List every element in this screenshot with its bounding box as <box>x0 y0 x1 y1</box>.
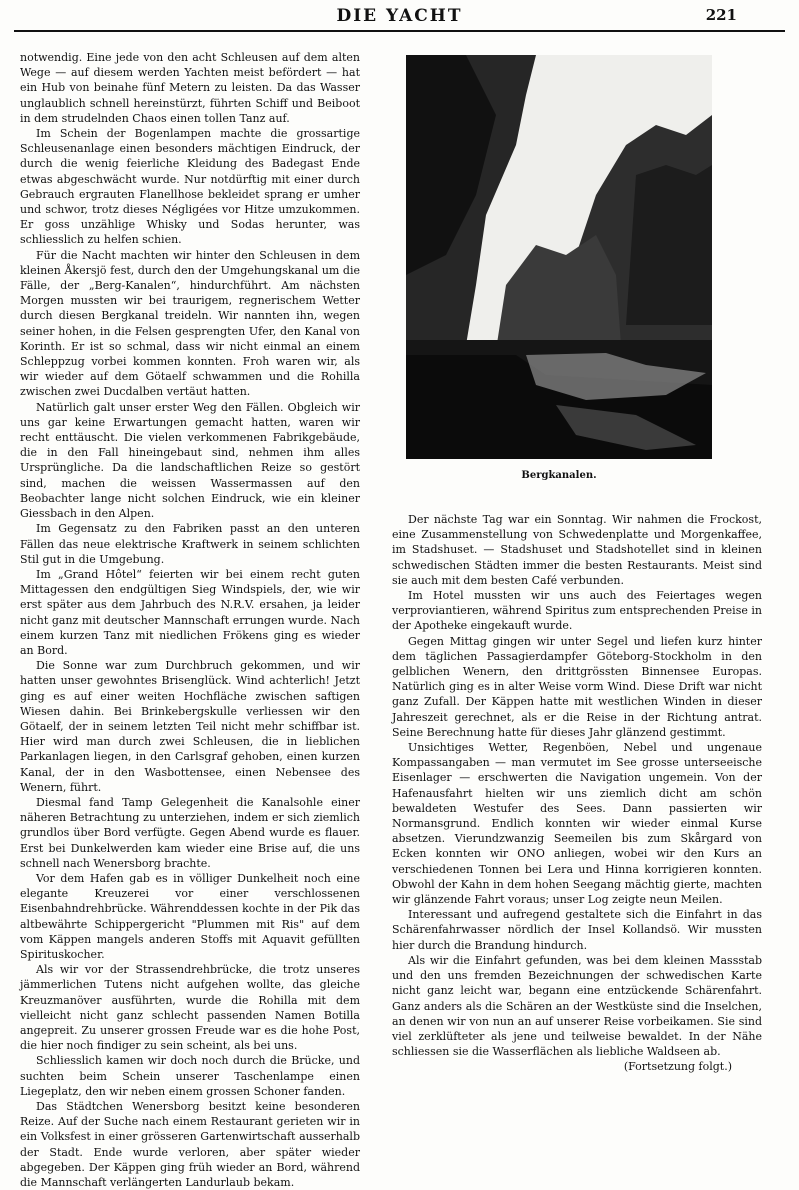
paragraph: Vor dem Hafen gab es in völliger Dunkelheit noch eine elegante Kreuzerei vor einer verschlossenen Eisenbahndrehbrücke. Währenddessen kochte in der Pik das altbewährte Schippergericht "Plummen mit Ris" auf dem vom Käppen mangels anderen Stoffs mit Aquavit gefüllten Spirituskocher. <box>20 871 360 961</box>
paragraph: Für die Nacht machten wir hinter den Schleusen in dem kleinen Åkersjö fest, durch den der Umgehungskanal um die Fälle, der „Berg-Kanalen“, hindurchführt. Am nächsten Morgen mussten wir bei traurigem, regnerischem Wetter durch diesen Bergkanal treideln. Wir nannten ihn, wegen seiner hohen, in die Felsen gesprengten Ufer, den Kanal von Korinth. Er ist so schmal, dass wir nicht einmal an einem Schleppzug vorbei kommen konnten. Froh waren wir, als wir wieder auf dem Götaelf schwammen und die Rohilla zwischen zwei Ducdalben vertäut hatten. <box>20 248 360 399</box>
left-column <box>20 50 360 1190</box>
paragraph: Natürlich galt unser erster Weg den Fällen. Obgleich wir uns gar keine Erwartungen gemacht hatten, waren wir recht enttäuscht. Die vielen verkommenen Fabrikgebäude, die in den Fall hineingebaut sind, nehmen ihm alles Ursprüngliche. Da die landschaftlichen Reize so gestört sind, machen die weissen Wassermassen auf den Beobachter lange nicht solchen Eindruck, wie ein kleiner Giessbach in den Alpen. <box>20 400 360 521</box>
paragraph: Im Gegensatz zu den Fabriken passt an den unteren Fällen das neue elektrische Kraftwerk in seinem schlichten Stil gut in die Umgebung. <box>20 522 360 566</box>
photo-illustration <box>406 55 712 459</box>
paragraph: Das Städtchen Wenersborg besitzt keine besonderen Reize. Auf der Suche nach einem Restaurant gerieten wir in ein Volksfest in einer grösseren Gartenwirtschaft ausserhalb der Stadt. Ende wurde verloren, aber später wieder abgegeben. Der Käppen ging früh wieder an Bord, während die Mannschaft verlängerten Landurlaub bekam. <box>20 1100 360 1190</box>
canal-photograph <box>406 55 712 459</box>
figure-caption: Bergkanalen. <box>521 470 597 481</box>
paragraph: Im Schein der Bogenlampen machte die grossartige Schleusenanlage einen besonders mächtigen Eindruck, der durch die wenig feierliche Kleidung des Badegast Ende etwas abgeschwächt wurde. Nur notdürftig mit einer durch Gebrauch ergrauten Flanellhose bekleidet sprang er umher und schwor, trotz dieses Négligées vor Hitze umzukommen. Er goss unzählige Whisky und Sodas herunter, was schliesslich zu helfen schien. <box>20 127 360 247</box>
paragraph: Unsichtiges Wetter, Regenböen, Nebel und ungenaue Kompassangaben — man vermutet im See grosse unterseeische Eisenlager — erschwerten die Navigation ungemein. Von der Hafenausfahrt hielten wir uns ziemlich dicht am schön bewaldeten Westufer des Sees. Dann passierten wir Normansgrund. Endlich konnten wir wieder einmal Kurse absetzen. Vierundzwanzig Seemeilen bis zum Skårgard von Ecken konnten wir ONO anliegen, wobei wir den Kurs an verschiedenen Tonnen bei Lera und Hinna korrigieren konnten. Obwohl der Kahn in dem hohen Seegang mächtig gierte, machten wir glänzende Fahrt voraus; unser Log zeigte neun Meilen. <box>392 741 762 907</box>
paragraph: Diesmal fand Tamp Gelegenheit die Kanalsohle einer näheren Betrachtung zu unterziehen, indem er sich ziemlich grundlos über Bord verfügte. Gegen Abend wurde es flauer. Erst bei Dunkelwerden kam wieder eine Brise auf, die uns schnell nach Wenersborg brachte. <box>20 795 360 870</box>
paragraph: Schliesslich kamen wir doch noch durch die Brücke, und suchten beim Schein unserer Taschenlampe einen Liegeplatz, den wir neben einem grossen Schoner fanden. <box>20 1054 360 1098</box>
paragraph: Im Hotel mussten wir uns auch des Feiertages wegen verproviantieren, während Spiritus zum entsprechenden Preise in der Apotheke eingekauft wurde. <box>392 589 762 633</box>
paragraph: notwendig. Eine jede von den acht Schleusen auf dem alten Wege — auf diesem werden Yachten meist befördert — hat ein Hub von beinahe fünf Metern zu leisten. Da das Wasser unglaublich schnell hereinstürzt, führten Schiff und Beiboot in dem strudelnden Chaos einen tollen Tanz auf. <box>20 51 360 125</box>
paragraph: Als wir die Einfahrt gefunden, was bei dem kleinen Massstab und den uns fremden Bezeichnungen der schwedischen Karte nicht ganz leicht war, begann eine entzückende Schärenfahrt. Ganz anders als die Schären an der Westküste sind die Inselchen, an denen wir von nun an auf unserer Reise vorbeikamen. Sie sind viel zerklüfteter als jene und teilweise bewaldet. In der Nähe schliessen sie die Wasserflächen als liebliche Waldseen ab. <box>392 953 762 1059</box>
paragraph: Der nächste Tag war ein Sonntag. Wir nahmen die Frockost, eine Zusammenstellung von Schwedenplatte und Morgenkaffee, im Stadshuset. — Stadshuset und Stadshotellet sind in kleinen schwedischen Städten immer die besten Restaurants. Meist sind sie auch mit dem besten Café verbunden. <box>392 513 762 587</box>
continuation-note: (Fortsetzung folgt.) <box>623 1060 732 1074</box>
running-title: DIE YACHT <box>336 6 463 26</box>
right-column <box>392 512 762 1072</box>
paragraph: Die Sonne war zum Durchbruch gekommen, und wir hatten unser gewohntes Brisenglück. Wind achterlich! Jetzt ging es auf einer weiten Hochfläche zwischen saftigen Wiesen dahin. Bei Brinkebergskulle verliessen wir den Götaelf, der in seinem letzten Teil nicht mehr schiffbar ist. Hier wird man durch zwei Schleusen, die in lieblichen Parkanlagen liegen, in den Carlsgraf gehoben, einen kurzen Kanal, der in den Wasbottensee, einen Nebensee des Wenern, führt. <box>20 659 360 794</box>
paragraph: Gegen Mittag gingen wir unter Segel und liefen kurz hinter dem täglichen Passagierdampfer Göteborg-Stockholm in den gelblichen Wenern, den drittgrössten Binnensee Europas. Natürlich ging es in alter Weise vorm Wind. Diese Drift war nicht ganz Zufall. Der Käppen hatte mit westlichen Winden in dieser Jahreszeit gerechnet, als er die Reise in der Richtung antrat. Seine Berechnung hatte für dieses Jahr glänzend gestimmt. <box>392 634 762 739</box>
paragraph: Im „Grand Hôtel“ feierten wir bei einem recht guten Mittagessen den endgültigen Sieg Windspiels, der, wie wir erst später aus dem Jahrbuch des N.R.V. ersahen, ja leider nicht ganz mit deutscher Mannschaft errungen wurde. Nach einem kurzen Tanz mit niedlichen Frökens ging es wieder an Bord. <box>20 567 360 657</box>
paragraph: Interessant und aufregend gestaltete sich die Einfahrt in das Schärenfahrwasser nördlich der Insel Kollandsö. Wir mussten hier durch die Brandung hindurch. <box>392 908 762 952</box>
paragraph: Als wir vor der Strassendrehbrücke, die trotz unseres jämmerlichen Tutens nicht aufgehen wollte, das gleiche Kreuzmanöver ausführten, wurde die Rohilla mit dem vielleicht nicht ganz schlecht passenden Namen Botilla angepreit. Zu unserer grossen Freude war es die hohe Post, die hier noch findiger zu sein scheint, als bei uns. <box>20 963 360 1053</box>
header-rule <box>14 30 785 32</box>
page-number: 221 <box>705 6 737 24</box>
